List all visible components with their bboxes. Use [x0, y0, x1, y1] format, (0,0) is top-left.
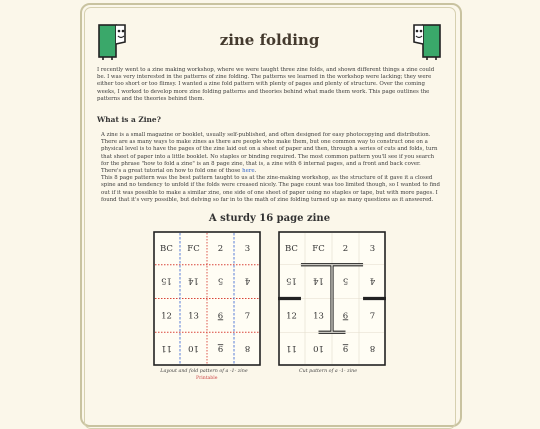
- fold-page-FC: FC: [187, 243, 200, 254]
- fold-page-9: 9: [217, 343, 224, 354]
- fold-page-6: 6: [217, 311, 224, 322]
- fold-page-12: 12: [161, 311, 172, 322]
- fold-page-14: 14: [188, 275, 199, 286]
- cut-page-5: 5: [342, 275, 349, 286]
- zine-diagrams: [97, 231, 442, 381]
- cut-page-12: 12: [286, 311, 297, 322]
- tutorial-link[interactable]: here: [242, 168, 255, 175]
- section-heading-what-is: What is a Zine?: [97, 115, 161, 125]
- fold-page-3: 3: [244, 243, 251, 254]
- what-is-paragraph-1: [101, 132, 442, 175]
- caption-cut-pattern: Cut pattern of a -1- zine: [298, 369, 358, 375]
- what-is-text-after-link: .: [254, 168, 257, 175]
- cut-page-13: 13: [313, 311, 324, 322]
- fold-page-4: 4: [244, 275, 251, 286]
- intro-paragraph: I recently went to a zine making workshop, where we were taught three zine folds, and shown different things a zine could be. I was very interested in the patterns of zine folding. The patterns we learned in the workshop were lacking; they were either too short or too flimsy. I wanted a zine fold pattern with plenty of pages and plenty of structure. Over the coming weeks, I worked to develop more zine folding patterns and theories behind what made them work. This page outlines the patterns and the theories behind them.: [97, 67, 435, 102]
- printable-link[interactable]: Printable: [196, 376, 218, 382]
- what-is-paragraph-2: This 8 page pattern was the best pattern taught to us at the zine-making workshop, as the structure of it gave it a closed spine and no tendency to unfold if the folds were creased nicely. The page count was too limited though, so I wanted to find out if it was possible to make a similar zine, one side of one sheet of paper using no staples or tape, but with more pages. I found that it's very possible, but delving so far in to the math of zine folding turned up as many questions as it answered.: [101, 175, 440, 203]
- fold-page-10: 10: [188, 343, 199, 354]
- cut-page-10: 10: [313, 343, 324, 354]
- cut-page-15: 15: [286, 275, 297, 286]
- what-is-body: [97, 132, 442, 204]
- main-content: [97, 22, 442, 381]
- what-is-text-before-link: A zine is a small magazine or booklet, usually self-published, and often designed for easy photocopying and distribution. There are as many ways to make zines as there are people who make them, but one common way to construct one on a physical level is to have the pages of the zine laid out on a sheet of paper and then, through a series of cuts and folds, turn that sheet of paper into a little booklet. No staples or binding required. The most common pattern you'll see if you search for the phrase "how to fold a zine" is an 8 page zine, that is, a zine with 6 internal pages, and a front and back cover. There's a great tutorial on how to fold one of those: [101, 132, 438, 175]
- fold-page-7: 7: [244, 311, 251, 322]
- cut-pattern-diagram: [278, 231, 386, 366]
- fold-page-2: 2: [217, 243, 224, 254]
- cut-page-BC: BC: [285, 243, 298, 254]
- zine16-title: A sturdy 16 page zine: [208, 213, 331, 225]
- cut-page-4: 4: [369, 275, 376, 286]
- cut-page-14: 14: [313, 275, 324, 286]
- fold-page-13: 13: [188, 311, 199, 322]
- fold-page-15: 15: [161, 275, 172, 286]
- cut-page-3: 3: [369, 243, 376, 254]
- cut-page-8: 8: [369, 343, 376, 354]
- cut-page-7: 7: [369, 311, 376, 322]
- fold-page-BC: BC: [160, 243, 173, 254]
- mascot-icon: [412, 22, 442, 60]
- cut-page-6: 6: [342, 311, 349, 322]
- cut-page-2: 2: [342, 243, 349, 254]
- fold-page-11: 11: [161, 343, 172, 354]
- caption-fold-pattern: Layout and fold pattern of a -1- zine: [160, 369, 248, 375]
- fold-pattern-diagram: [153, 231, 261, 366]
- fold-page-8: 8: [244, 343, 251, 354]
- fold-page-5: 5: [217, 275, 224, 286]
- cut-page-9: 9: [342, 343, 349, 354]
- cut-page-11: 11: [286, 343, 297, 354]
- cut-page-FC: FC: [312, 243, 325, 254]
- page-title: zine folding: [219, 31, 320, 49]
- header: [97, 22, 442, 62]
